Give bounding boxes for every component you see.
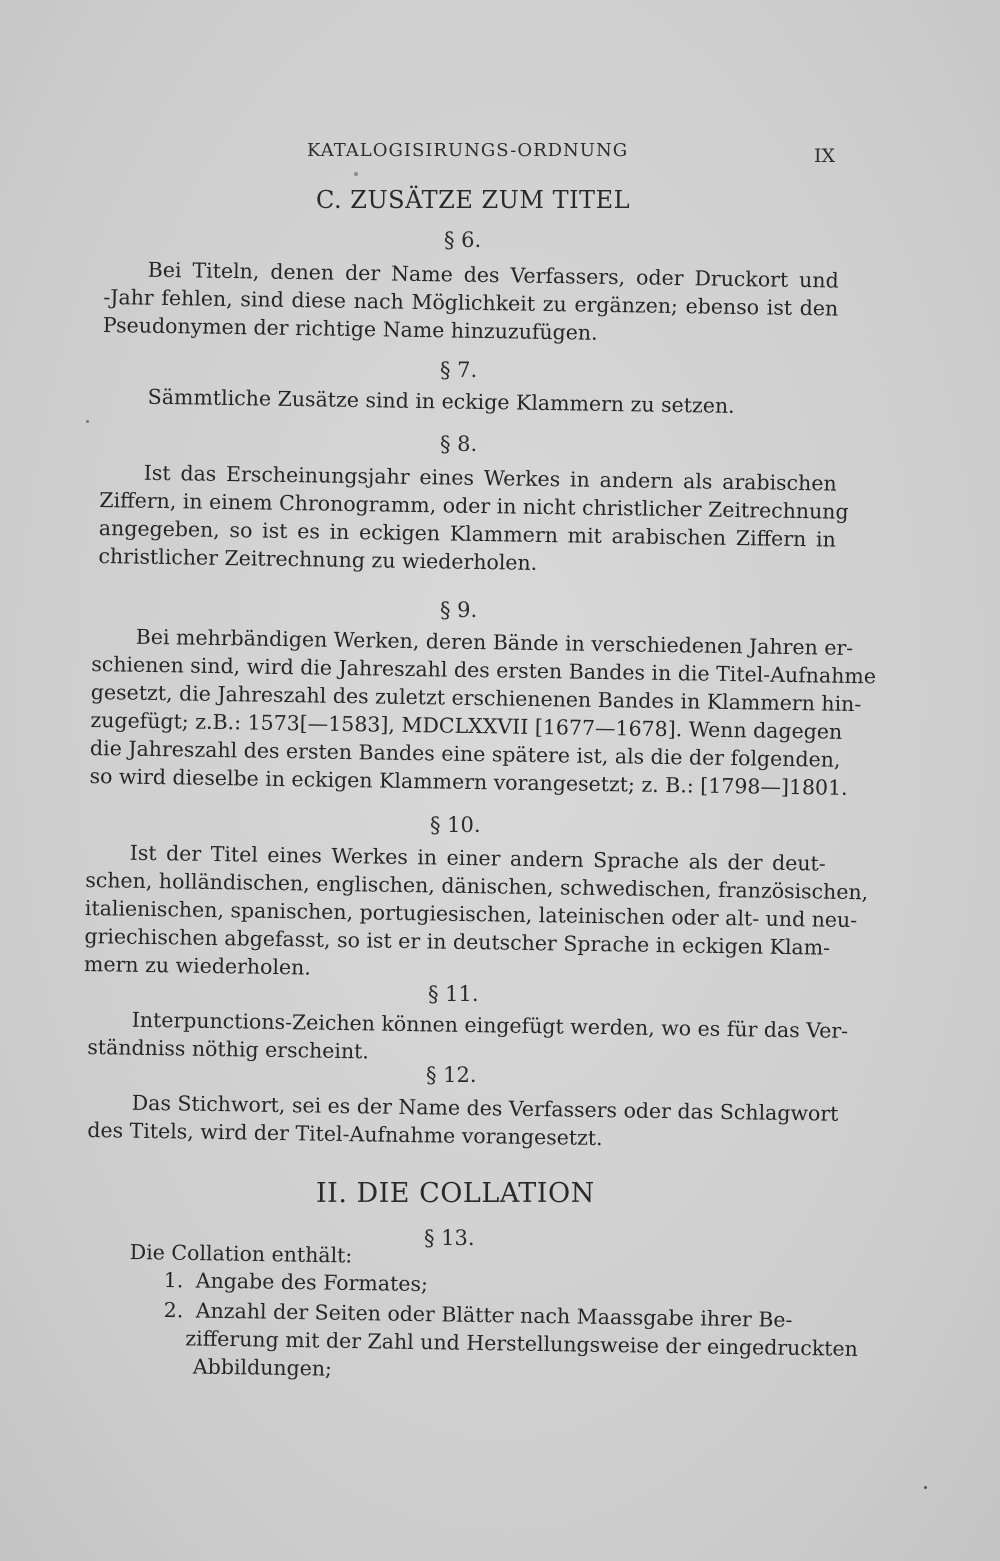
paragraph-line: mern zu wiederholen. [83, 951, 312, 980]
section-heading-c: C. ZUSÄTZE ZUM TITEL [316, 186, 631, 214]
paragraph-mark-6: § 6. [444, 228, 482, 252]
paragraph-line: gesetzt, die Jahreszahl des zuletzt erschienenen Bandes in Klammern hin- [90, 679, 862, 717]
paragraph-line: des Titels, wird der Titel-Aufnahme vorangesetzt. [87, 1117, 603, 1151]
paragraph-6 [103, 255, 839, 351]
paragraph-line: Bei mehrbändigen Werken, deren Bände in verschiedenen Jahren er- [135, 624, 854, 660]
paragraph-10 [83, 838, 869, 990]
section-heading-ii: II. DIE COLLATION [316, 1178, 595, 1209]
paragraph-line: Die Collation enthält: [129, 1239, 353, 1268]
paragraph-line: Ziffern, in einem Chronogramm, oder in nicht christlicher Zeitrechnung [99, 487, 849, 524]
paper-speck [924, 1486, 927, 1489]
paragraph-line: schienen sind, wird die Jahreszahl des ersten Bandes in die Titel-Aufnahme [91, 651, 877, 689]
paragraph-line: Das Stichwort, sei es der Name des Verfassers oder das Schlagwort [131, 1090, 839, 1126]
paragraph-mark-11: § 11. [428, 982, 479, 1006]
paragraph-9 [89, 622, 877, 802]
paragraph-mark-13: § 13. [424, 1226, 475, 1250]
page-number: IX [814, 145, 836, 167]
paragraph-mark-8: § 8. [440, 432, 478, 456]
paragraph-line: ständniss nöthig erscheint. [87, 1034, 370, 1064]
paragraph-mark-12: § 12. [426, 1063, 477, 1087]
paragraph-line: italienischen, spanischen, portugiesischen, lateinischen oder alt- und neu- [84, 895, 858, 933]
paragraph-line: Pseudonymen der richtige Name hinzuzufügen. [102, 312, 598, 345]
paragraph-line: die Jahreszahl des ersten Bandes eine spätere ist, als die der folgenden, [89, 735, 841, 772]
running-title: KATALOGISIRUNGS-ORDNUNG [307, 140, 629, 161]
paragraph-line: Interpunctions-Zeichen können eingefügt werden, wo es für das Ver- [131, 1007, 849, 1043]
list-text: Anzahl der Seiten oder Blätter nach Maassgabe ihrer Be- [195, 1298, 793, 1332]
paragraph-7 [104, 382, 839, 422]
paragraph-line: zugefügt; z.B.: 1573[—1583], MDCLXXVII [1677—1678]. Wenn dagegen [90, 707, 843, 744]
paragraph-mark-10: § 10. [430, 813, 481, 837]
paragraph-line: angegeben, so ist es in eckigen Klammern mit arabischen Ziffern in [98, 515, 836, 552]
paragraph-line: schen, holländischen, englischen, dänischen, schwedischen, französischen, [85, 867, 869, 905]
paragraph-line: Ist das Erscheinungsjahr eines Werkes in andern als arabischen [143, 460, 837, 496]
paper-speck [354, 172, 358, 176]
list-number: 1. [163, 1267, 184, 1293]
paper-speck [86, 420, 89, 423]
paragraph-mark-7: § 7. [440, 358, 478, 382]
paragraph-line: Ist der Titel eines Werkes in einer andern Sprache als der deut- [129, 840, 826, 876]
paragraph-line: griechischen abgefasst, so ist er in deutscher Sprache in eckigen Klam- [84, 923, 831, 960]
list-text: Abbildungen; [192, 1354, 333, 1381]
list-text: zifferung mit der Zahl und Herstellungsweise der eingedruckten [185, 1326, 859, 1361]
list-text: Angabe des Formates; [195, 1268, 429, 1297]
list-number: 2. [163, 1297, 184, 1323]
paragraph-line: Sämmtliche Zusätze sind in eckige Klammern zu setzen. [147, 384, 735, 418]
paragraph-8 [98, 458, 849, 582]
paragraph-line: Bei Titeln, denen der Name des Verfassers, oder Druckort und [147, 257, 839, 293]
paragraph-line: -Jahr fehlen, sind diese nach Möglichkeit zu ergänzen; ebenso ist den [103, 284, 839, 321]
list-item-2 [163, 1296, 859, 1390]
paragraph-line: christlicher Zeitrechnung zu wiederholen. [98, 543, 538, 575]
paragraph-line: so wird dieselbe in eckigen Klammern vorangesetzt; z. B.: [1798—]1801. [89, 763, 848, 800]
paragraph-mark-9: § 9. [440, 598, 478, 622]
paragraph-12 [87, 1088, 839, 1156]
